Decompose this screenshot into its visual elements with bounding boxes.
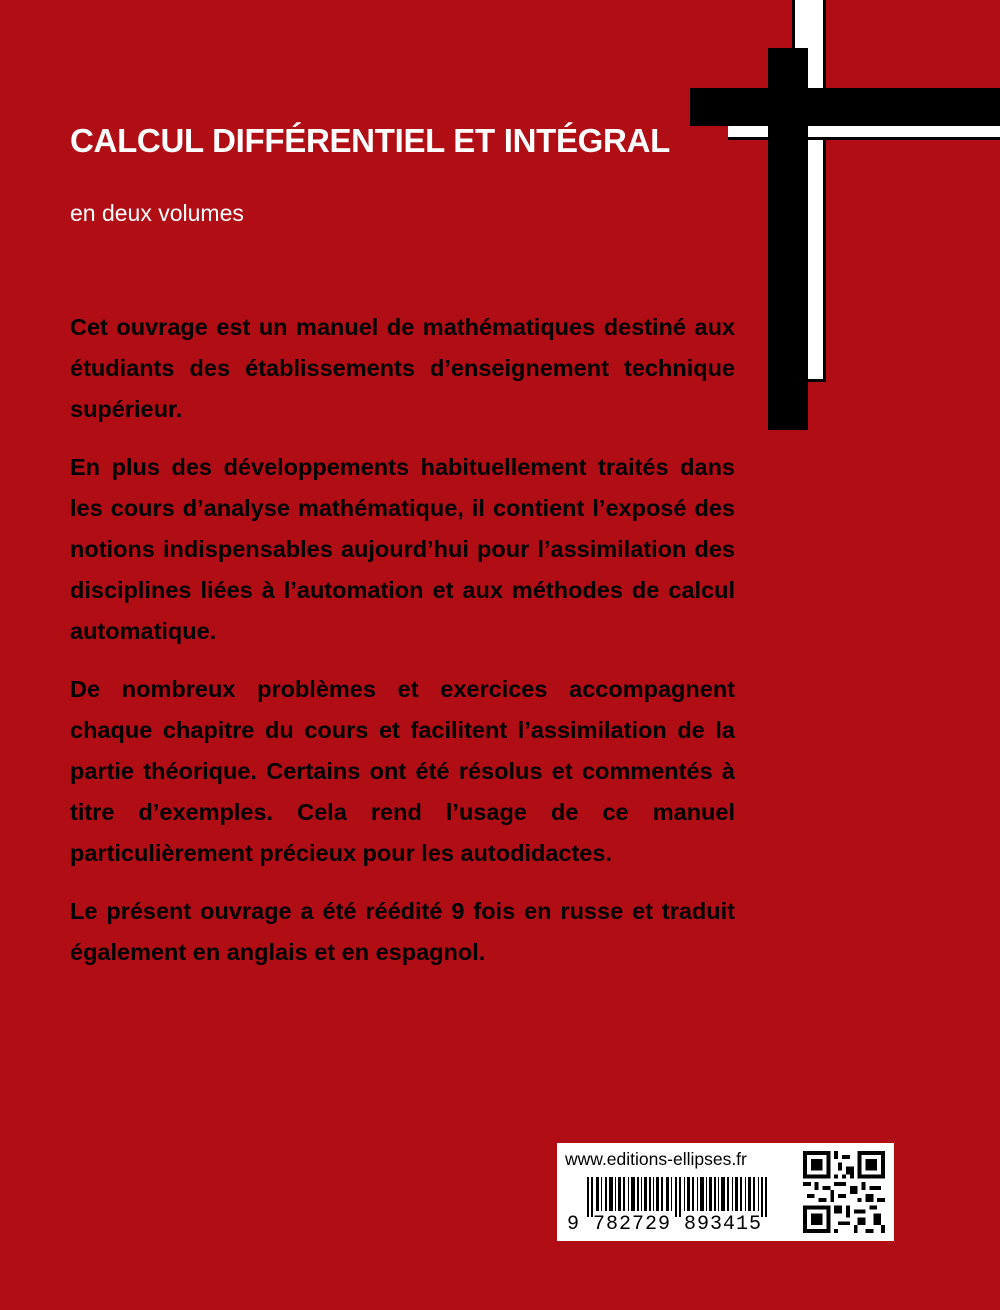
blurb-paragraph: Cet ouvrage est un manuel de mathématiques destiné aux étudiants des établissements d’enseignement technique supérieur. (70, 314, 735, 422)
cross-decoration-black-vertical (768, 48, 808, 430)
book-subtitle: en deux volumes (70, 200, 244, 226)
book-title: CALCUL DIFFÉRENTIEL ET INTÉGRAL (70, 122, 670, 159)
barcode-panel (557, 1143, 894, 1241)
cross-decoration-black-horizontal (690, 88, 1000, 126)
blurb-paragraph: De nombreux problèmes et exercices accompagnent chaque chapitre du cours et facilitent l’assimilation de la partie théorique. Certains ont été résolus et commentés à titre d’exemples. Cela rend l’usage de ce manuel particulièrement précieux pour les autodidactes. (70, 676, 735, 866)
qr-code-icon (803, 1151, 885, 1233)
publisher-url: www.editions-ellipses.fr (565, 1149, 747, 1169)
blurb-paragraph: Le présent ouvrage a été réédité 9 fois en russe et traduit également en anglais et en espagnol. (70, 898, 735, 965)
barcode-icon (587, 1177, 787, 1217)
blurb-paragraph: En plus des développements habituellement traités dans les cours d’analyse mathématique, il contient l’exposé des notions indispensables aujourd’hui pour l’assimilation des disciplines liées à l’automation et aux méthodes de calcul automatique. (70, 454, 735, 644)
blurb (70, 307, 735, 990)
isbn-number: 9 782729 893415 (567, 1213, 763, 1236)
